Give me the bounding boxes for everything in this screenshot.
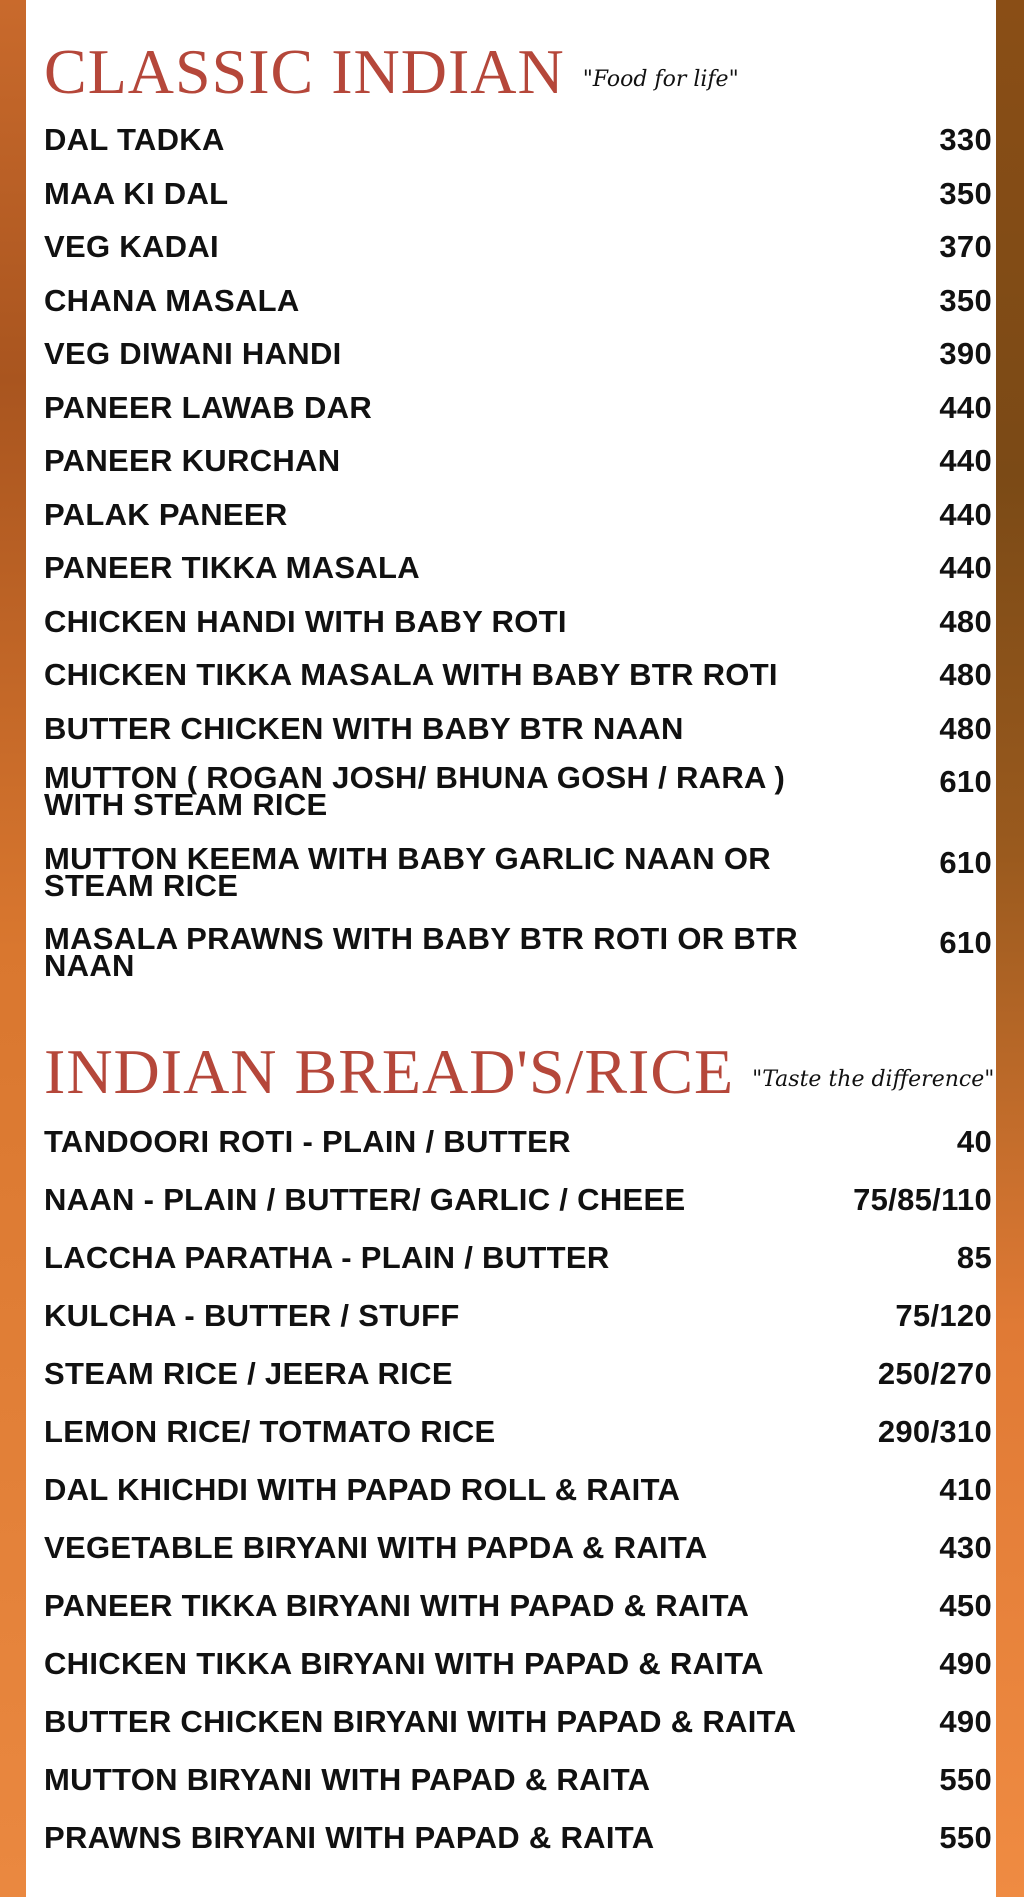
menu-item	[44, 921, 992, 1006]
section-tagline: "Taste the difference"	[752, 1067, 995, 1092]
menu-item	[44, 229, 992, 283]
right-leaf-decoration	[996, 0, 1024, 1897]
section-title: INDIAN BREAD'S/RICE	[44, 1036, 735, 1107]
menu-item	[44, 1180, 992, 1238]
menu-item	[44, 443, 992, 497]
item-name: PANEER TIKKA BIRYANI WITH PAPAD & RAITA	[44, 1588, 750, 1623]
menu-card	[26, 0, 996, 1897]
menu-item	[44, 1122, 992, 1180]
section-header-indian-breads-rice	[44, 1036, 995, 1107]
item-price: 480	[939, 657, 992, 692]
item-price: 490	[939, 1646, 992, 1681]
item-name: MAA KI DAL	[44, 175, 229, 211]
item-price: 410	[939, 1472, 992, 1507]
item-name: STEAM RICE / JEERA RICE	[44, 1356, 453, 1391]
item-name: MASALA PRAWNS WITH BABY BTR ROTI OR BTR NAAN	[44, 921, 798, 983]
menu-item	[44, 550, 992, 604]
item-price: 40	[956, 1124, 992, 1159]
menu-item	[44, 390, 992, 444]
section-tagline: "Food for life"	[582, 67, 739, 92]
item-name: CHICKEN TIKKA BIRYANI WITH PAPAD & RAITA	[44, 1646, 764, 1681]
item-price: 440	[939, 550, 992, 585]
item-name: LEMON RICE/ TOTMATO RICE	[44, 1414, 496, 1449]
item-price: 440	[939, 443, 992, 478]
item-name: BUTTER CHICKEN BIRYANI WITH PAPAD & RAITA	[44, 1704, 797, 1739]
item-price: 440	[939, 389, 992, 425]
item-name: TANDOORI ROTI - PLAIN / BUTTER	[44, 1124, 571, 1159]
item-name: MUTTON ( ROGAN JOSH/ BHUNA GOSH / RARA ) WITH STEAM RICE	[44, 760, 786, 822]
item-name: KULCHA - BUTTER / STUFF	[44, 1298, 460, 1333]
section-title: CLASSIC INDIAN	[44, 36, 565, 107]
menu-item	[44, 122, 992, 176]
item-price: 290/310	[877, 1414, 992, 1449]
item-name: VEG DIWANI HANDI	[44, 336, 342, 371]
item-price: 250/270	[877, 1356, 992, 1391]
item-price: 330	[939, 122, 992, 157]
item-price: 440	[939, 496, 992, 532]
item-name: VEG KADAI	[44, 229, 219, 264]
menu-item	[44, 1412, 992, 1470]
item-price: 490	[939, 1704, 992, 1739]
menu-item	[44, 604, 992, 658]
section-header-classic-indian	[44, 36, 739, 107]
item-name: NAAN - PLAIN / BUTTER/ GARLIC / CHEEE	[44, 1182, 686, 1217]
menu-item	[44, 1238, 992, 1296]
item-name: MUTTON KEEMA WITH BABY GARLIC NAAN OR STEAM RICE	[44, 840, 771, 903]
menu-item	[44, 1818, 992, 1876]
left-leaf-decoration	[0, 0, 26, 1897]
menu-list-indian-breads-rice	[44, 1122, 992, 1876]
menu-item	[44, 176, 992, 230]
item-price: 370	[939, 229, 992, 264]
menu-item	[44, 1354, 992, 1412]
item-price: 85	[956, 1240, 992, 1275]
menu-item	[44, 1528, 992, 1586]
menu-item	[44, 657, 992, 711]
item-price: 610	[939, 844, 992, 880]
menu-item	[44, 711, 992, 765]
menu-item	[44, 1296, 992, 1354]
item-price: 610	[939, 925, 992, 960]
item-name: CHANA MASALA	[44, 282, 300, 318]
item-name: BUTTER CHICKEN WITH BABY BTR NAAN	[44, 710, 684, 746]
item-name: PRAWNS BIRYANI WITH PAPAD & RAITA	[44, 1820, 655, 1855]
item-name: MUTTON BIRYANI WITH PAPAD & RAITA	[44, 1762, 651, 1797]
item-name: PALAK PANEER	[44, 496, 288, 532]
menu-list-classic-indian	[44, 122, 992, 1006]
item-name: DAL TADKA	[44, 122, 225, 157]
item-price: 610	[939, 764, 992, 799]
item-price: 390	[939, 336, 992, 371]
item-price: 450	[939, 1588, 992, 1623]
menu-item	[44, 336, 992, 390]
menu-item	[44, 1644, 992, 1702]
item-price: 550	[939, 1762, 992, 1797]
item-price: 480	[939, 710, 992, 746]
item-name: CHICKEN HANDI WITH BABY ROTI	[44, 603, 567, 639]
item-name: PANEER KURCHAN	[44, 443, 341, 478]
item-name: PANEER TIKKA MASALA	[44, 550, 420, 585]
item-price: 350	[939, 175, 992, 211]
item-name: DAL KHICHDI WITH PAPAD ROLL & RAITA	[44, 1472, 681, 1507]
item-price: 350	[939, 282, 992, 318]
item-name: PANEER LAWAB DAR	[44, 389, 373, 425]
item-price: 75/120	[895, 1298, 992, 1333]
item-price: 75/85/110	[853, 1182, 992, 1217]
item-price: 430	[939, 1530, 992, 1565]
menu-item	[44, 1702, 992, 1760]
item-name: LACCHA PARATHA - PLAIN / BUTTER	[44, 1240, 610, 1275]
menu-item	[44, 760, 992, 845]
menu-item	[44, 1470, 992, 1528]
menu-item	[44, 1760, 992, 1818]
menu-item	[44, 1586, 992, 1644]
menu-item	[44, 497, 992, 551]
item-name: CHICKEN TIKKA MASALA WITH BABY BTR ROTI	[44, 657, 778, 692]
item-price: 550	[939, 1820, 992, 1855]
menu-item	[44, 283, 992, 337]
menu-item	[44, 840, 992, 926]
item-price: 480	[939, 603, 992, 639]
item-name: VEGETABLE BIRYANI WITH PAPDA & RAITA	[44, 1530, 708, 1565]
